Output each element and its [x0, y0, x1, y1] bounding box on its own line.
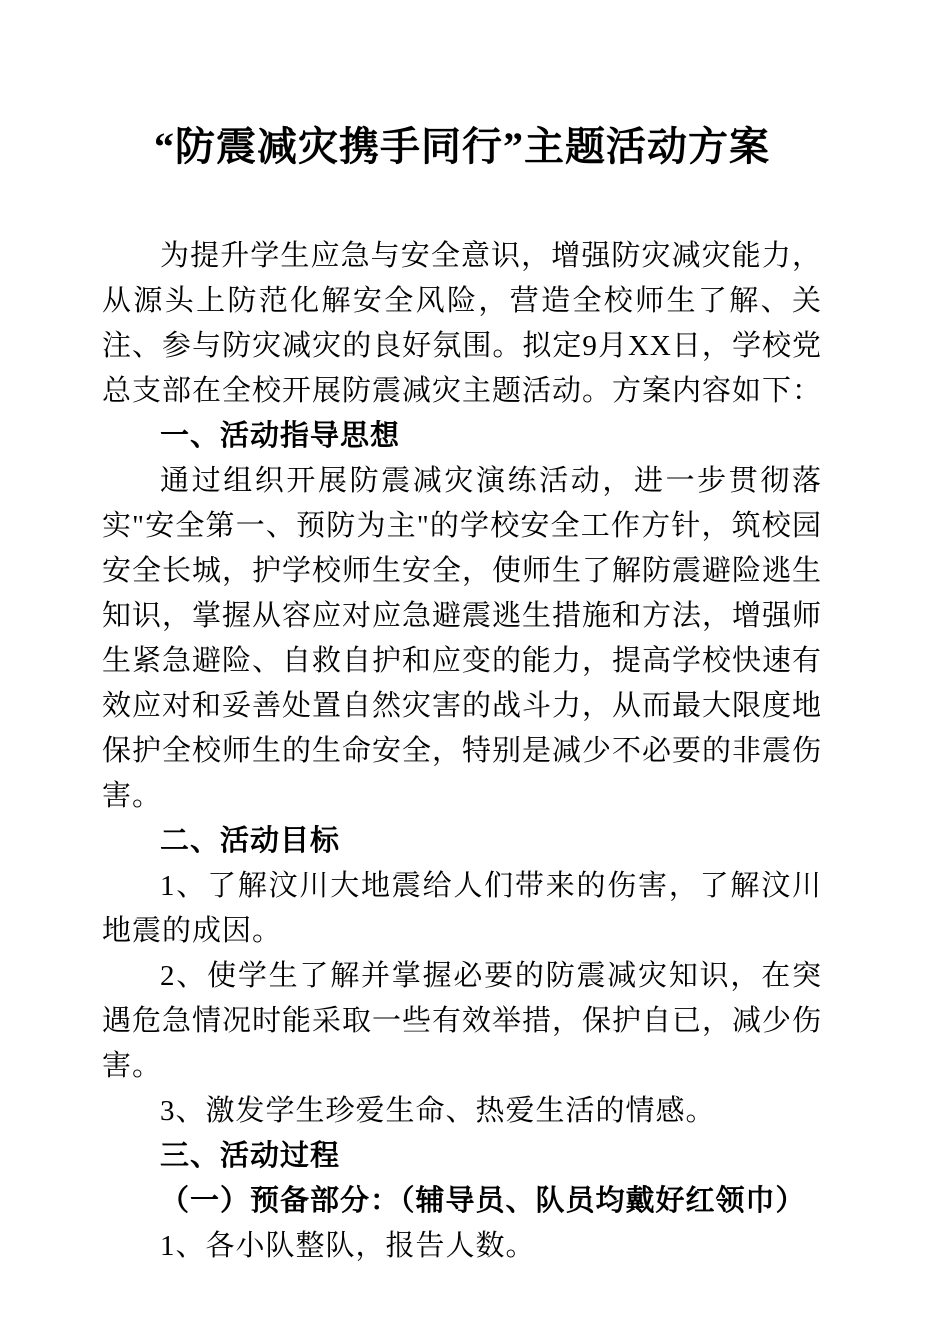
doc-title: “防震减灾携手同行”主题活动方案 [154, 124, 770, 169]
goal-item-1: 1、了解汶川大地震给人们带来的伤害，了解汶川地震的成因。 [102, 870, 822, 947]
subsection-preparation-heading: （一）预备部分：（辅导员、队员均戴好红领巾） [160, 1185, 806, 1217]
section-heading-guiding-ideology: 一、活动指导思想 [160, 420, 401, 452]
section-heading-activity-process: 三、活动过程 [160, 1140, 341, 1172]
section-heading-activity-goals: 二、活动目标 [160, 825, 341, 857]
guiding-ideology-paragraph: 通过组织开展防震减灾演练活动，进一步贯彻落实"安全第一、预防为主"的学校安全工作方针，筑校园安全长城，护学校师生安全，使师生了解防震避险逃生知识，掌握从容应对应急避震逃生措施和方法，增强师生紧急避险、自救自护和应变的能力，提高学校快速有效应对和妥善处置自然灾害的战斗力，从而最大限度地保护全校师生的生命安全，特别是减少不必要的非震伤害。 [102, 465, 823, 812]
goal-item-2: 2、使学生了解并掌握必要的防震减灾知识，在突遇危急情况时能采取一些有效举措，保护自已，减少伤害。 [102, 960, 823, 1082]
step-item-1: 1、各小队整队，报告人数。 [160, 1230, 536, 1262]
intro-paragraph: 为提升学生应急与安全意识，增强防灾减灾能力，从源头上防范化解安全风险，营造全校师生了解、关注、参与防灾减灾的良好氛围。拟定9月XX日，学校党总支部在全校开展防震减灾主题活动。方案内容如下： [102, 240, 823, 407]
goal-item-3: 3、激发学生珍爱生命、热爱生活的情感。 [160, 1095, 716, 1127]
